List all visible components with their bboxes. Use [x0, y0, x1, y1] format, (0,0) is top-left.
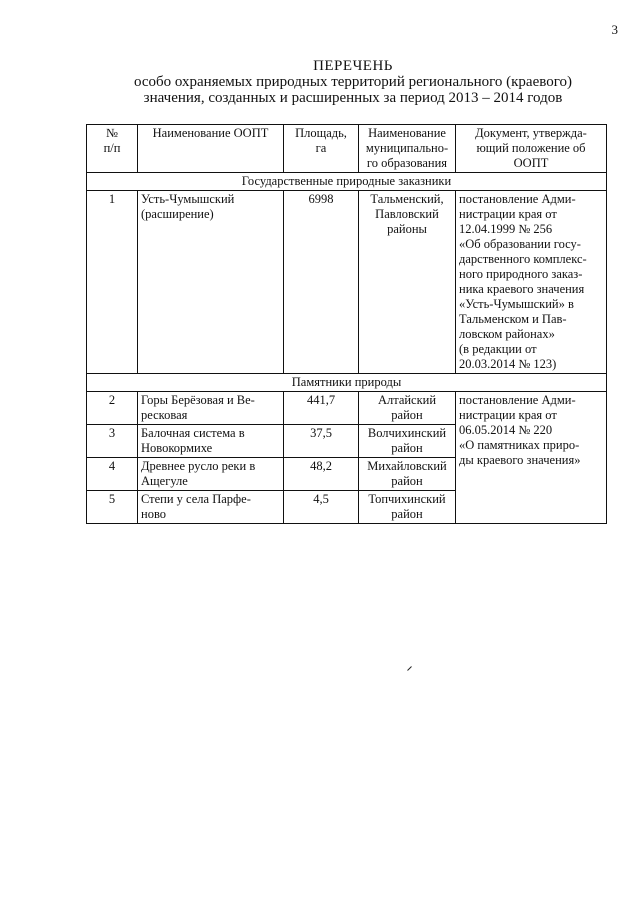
protected-areas-table	[86, 124, 607, 524]
row-area: 441,7	[284, 392, 359, 425]
title-line-3: значения, созданных и расширенных за период 2013 – 2014 годов	[143, 90, 563, 106]
row-municipality: Михайловский район	[359, 458, 456, 491]
row-area: 4,5	[284, 491, 359, 524]
header-document: Документ, утвержда- ющий положение об ООПТ	[456, 125, 607, 173]
section-row	[87, 374, 607, 392]
row-municipality: Волчихинский район	[359, 425, 456, 458]
title-line-2: особо охраняемых природных территорий регионального (краевого)	[133, 74, 572, 90]
page-number: 3	[611, 22, 618, 37]
section-title: Государственные природные заказники	[87, 173, 607, 191]
row-num: 4	[87, 458, 138, 491]
row-area: 48,2	[284, 458, 359, 491]
document-title	[86, 58, 620, 106]
header-num: № п/п	[87, 125, 138, 173]
row-municipality: Алтайский район	[359, 392, 456, 425]
header-name: Наименование ООПТ	[138, 125, 284, 173]
row-name: Усть-Чумышский (расширение)	[138, 191, 284, 374]
row-num: 5	[87, 491, 138, 524]
row-num: 1	[87, 191, 138, 374]
row-num: 3	[87, 425, 138, 458]
header-municipality: Наименование муниципально- го образования	[359, 125, 456, 173]
row-municipality: Топчихинский район	[359, 491, 456, 524]
row-area: 6998	[284, 191, 359, 374]
row-name: Балочная система в Новокормихе	[138, 425, 284, 458]
row-document: постановление Адми- нистрации края от 06.05.2014 № 220 «О памятниках приро- ды краевого значения»	[456, 392, 607, 524]
header-area: Площадь, га	[284, 125, 359, 173]
row-name: Древнее русло реки в Ащегуле	[138, 458, 284, 491]
row-municipality: Тальменский, Павловский районы	[359, 191, 456, 374]
row-name: Горы Берёзовая и Ве- ресковая	[138, 392, 284, 425]
table-row	[87, 392, 607, 425]
row-document: постановление Адми- нистрации края от 12.04.1999 № 256 «Об образовании госу- дарственного комплекс- ного природного заказ- ника краевого значения «Усть-Чумышский» в Тальменском и Пав- ловском районах» (в редакции от 20.03.2014 № 123)	[456, 191, 607, 374]
title-line-1: ПЕРЕЧЕНЬ	[313, 58, 393, 74]
row-num: 2	[87, 392, 138, 425]
section-row	[87, 173, 607, 191]
stray-mark	[407, 666, 412, 671]
row-area: 37,5	[284, 425, 359, 458]
row-name: Степи у села Парфе- ново	[138, 491, 284, 524]
section-title: Памятники природы	[87, 374, 607, 392]
table-header-row	[87, 125, 607, 173]
table-row	[87, 191, 607, 374]
